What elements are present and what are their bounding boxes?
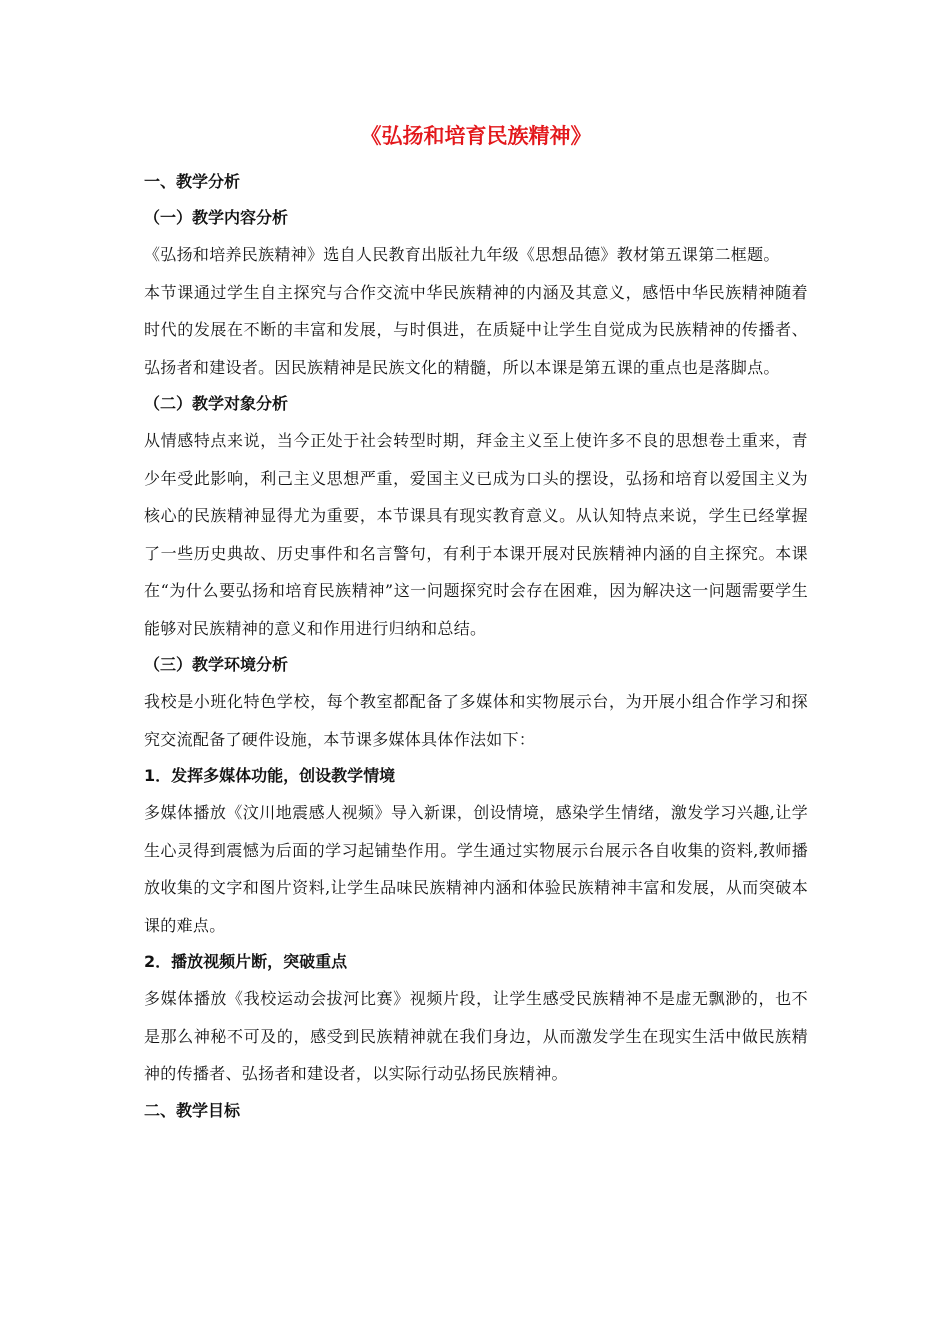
section-heading-teaching-analysis: 一、教学分析 [144, 172, 241, 191]
item-heading-video: 2．播放视频片断，突破重点 [144, 952, 348, 971]
paragraph-multimedia: 多媒体播放《汶川地震感人视频》导入新课，创设情境，感染学生情绪，激发学习兴趣,让学生心灵得到震憾为后面的学习起铺垫作用。学生通过实物展示台展示各自收集的资料,教师播放收集的文字和图片资料,让学生品味民族精神内涵和体验民族精神丰富和发展，从而突破本课的难点。 [144, 803, 808, 935]
subheading-environment-analysis: （三）教学环境分析 [144, 655, 289, 674]
item-heading-multimedia: 1．发挥多媒体功能，创设教学情境 [144, 766, 396, 785]
paragraph-environment: 我校是小班化特色学校，每个教室都配备了多媒体和实物展示台，为开展小组合作学习和探究交流配备了硬件设施，本节课多媒体具体作法如下： [144, 692, 808, 749]
paragraph-video: 多媒体播放《我校运动会拔河比赛》视频片段，让学生感受民族精神不是虚无飘渺的，也不是那么神秘不可及的，感受到民族精神就在我们身边，从而激发学生在现实生活中做民族精神的传播者、弘扬者和建设者，以实际行动弘扬民族精神。 [144, 989, 808, 1083]
paragraph-source: 《弘扬和培养民族精神》选自人民教育出版社九年级《思想品德》教材第五课第二框题。 [144, 245, 780, 264]
document-title: 《弘扬和培育民族精神》 [360, 124, 592, 148]
subheading-audience-analysis: （二）教学对象分析 [144, 394, 289, 413]
paragraph-audience: 从情感特点来说，当今正处于社会转型时期，拜金主义至上使许多不良的思想卷土重来，青少年受此影响，利己主义思想严重，爱国主义已成为口头的摆设，弘扬和培育以爱国主义为核心的民族精神显得尤为重要，本节课具有现实教育意义。从认知特点来说，学生已经掌握了一些历史典故、历史事件和名言警句，有利于本课开展对民族精神内涵的自主探究。本课在“为什么要弘扬和培育民族精神”这一问题探究时会存在困难，因为解决这一问题需要学生能够对民族精神的意义和作用进行归纳和总结。 [144, 431, 808, 638]
document-page [144, 118, 808, 1129]
section-heading-teaching-goals: 二、教学目标 [144, 1100, 241, 1120]
paragraph-content-summary: 本节课通过学生自主探究与合作交流中华民族精神的内涵及其意义，感悟中华民族精神随着时代的发展在不断的丰富和发展，与时俱进，在质疑中让学生自觉成为民族精神的传播者、弘扬者和建设者。因民族精神是民族文化的精髓，所以本课是第五课的重点也是落脚点。 [144, 282, 808, 377]
subheading-content-analysis: （一）教学内容分析 [144, 208, 289, 227]
